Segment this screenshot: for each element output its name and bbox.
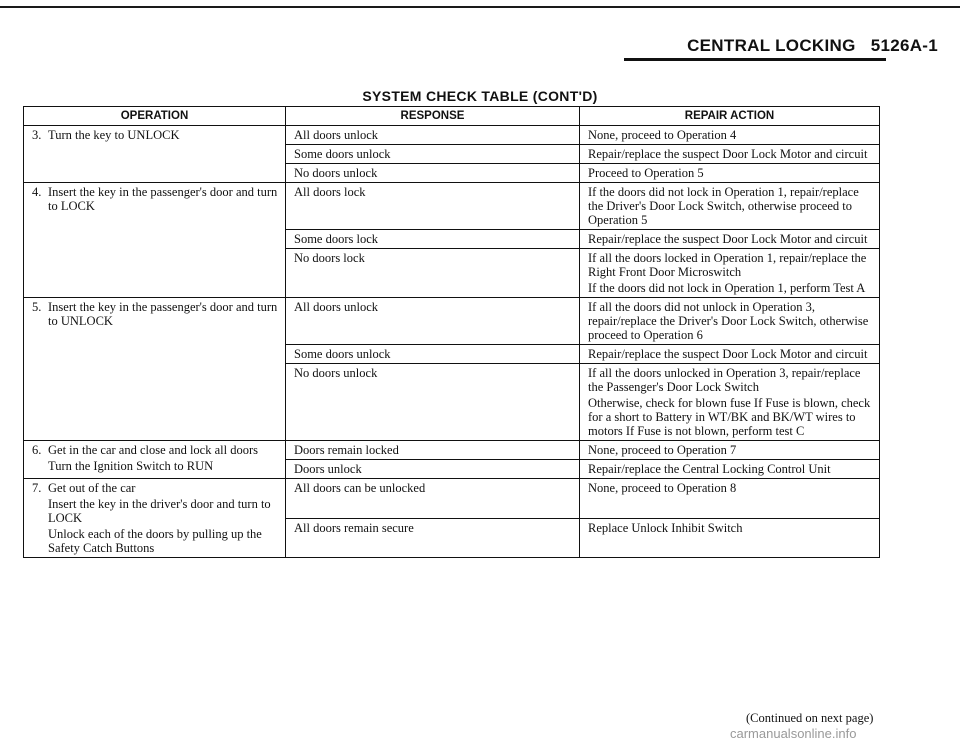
- repair-action-text: Repair/replace the suspect Door Lock Motor and circuit: [588, 347, 868, 361]
- response-cell: No doors unlock: [286, 364, 580, 441]
- operation-text: Insert the key in the passenger's door and turn to LOCK: [48, 185, 278, 213]
- page-header: [687, 36, 938, 56]
- repair-action-cell: [580, 183, 880, 230]
- table-header-row: [24, 107, 880, 126]
- operation-text: Get in the car and close and lock all doors: [48, 443, 258, 457]
- operation-cell: [24, 126, 286, 183]
- repair-action-text: None, proceed to Operation 8: [588, 481, 737, 495]
- repair-action-text: If the doors did not lock in Operation 1, repair/replace the Driver's Door Lock Switch, otherwise proceed to Operation 5: [588, 185, 859, 227]
- operation-number: 6.: [32, 443, 42, 457]
- operation-step: Turn the Ignition Switch to RUN: [48, 459, 214, 473]
- operation-step: [32, 443, 279, 457]
- repair-action-cell: [580, 126, 880, 145]
- repair-action-cell: [580, 298, 880, 345]
- repair-action-cell: [580, 479, 880, 519]
- operation-cell: [24, 183, 286, 298]
- response-cell: Doors remain locked: [286, 441, 580, 460]
- table-row: [24, 126, 880, 145]
- response-cell: All doors unlock: [286, 298, 580, 345]
- operation-number: 5.: [32, 300, 42, 314]
- response-cell: All doors unlock: [286, 126, 580, 145]
- operation-step: [32, 481, 279, 495]
- system-check-table: [23, 106, 880, 558]
- repair-action-cell: [580, 345, 880, 364]
- repair-action-text: Proceed to Operation 5: [588, 166, 704, 180]
- operation-number: 7.: [32, 481, 42, 495]
- repair-action-cell: [580, 145, 880, 164]
- table-row: [24, 183, 880, 230]
- operation-cell: [24, 441, 286, 479]
- repair-action-text: If all the doors unlocked in Operation 3, repair/replace the Passenger's Door Lock Switch: [588, 366, 861, 394]
- response-cell: Some doors lock: [286, 230, 580, 249]
- repair-action-text: None, proceed to Operation 7: [588, 443, 737, 457]
- operation-number: 3.: [32, 128, 42, 142]
- repair-action-text: Repair/replace the suspect Door Lock Motor and circuit: [588, 147, 868, 161]
- table-row: [24, 479, 880, 519]
- column-header-response: RESPONSE: [286, 107, 580, 126]
- repair-action-text: Otherwise, check for blown fuse If Fuse is blown, check for a short to Battery in WT/BK and BK/WT wires to motors If Fuse is not blown, perform test C: [588, 396, 871, 438]
- response-cell: No doors lock: [286, 249, 580, 298]
- response-cell: All doors can be unlocked: [286, 479, 580, 519]
- operation-step: [32, 185, 279, 213]
- operation-cell: [24, 298, 286, 441]
- table-title: SYSTEM CHECK TABLE (CONT'D): [362, 88, 598, 104]
- table-row: [24, 441, 880, 460]
- column-header-operation: OPERATION: [24, 107, 286, 126]
- section-title: CENTRAL LOCKING: [687, 36, 856, 55]
- response-cell: All doors lock: [286, 183, 580, 230]
- repair-action-text: None, proceed to Operation 4: [588, 128, 737, 142]
- continued-note: (Continued on next page): [746, 711, 874, 725]
- top-rule: [0, 6, 960, 8]
- table-row: [24, 298, 880, 345]
- response-cell: Doors unlock: [286, 460, 580, 479]
- operation-step: [32, 128, 279, 142]
- repair-action-text: Repair/replace the suspect Door Lock Motor and circuit: [588, 232, 868, 246]
- repair-action-text: If all the doors locked in Operation 1, repair/replace the Right Front Door Microswitch: [588, 251, 867, 279]
- repair-action-cell: [580, 364, 880, 441]
- operation-cell: [24, 479, 286, 558]
- table-body: [24, 126, 880, 558]
- response-cell: All doors remain secure: [286, 518, 580, 558]
- header-rule: [624, 58, 886, 61]
- repair-action-text: If the doors did not lock in Operation 1, perform Test A: [588, 281, 866, 295]
- operation-text: Turn the key to UNLOCK: [48, 128, 180, 142]
- column-header-repair-action: REPAIR ACTION: [580, 107, 880, 126]
- repair-action-text: If all the doors did not unlock in Operation 3, repair/replace the Driver's Door Lock Switch, otherwise proceed to Operation 6: [588, 300, 869, 342]
- response-cell: Some doors unlock: [286, 145, 580, 164]
- page-reference: 5126A-1: [870, 36, 938, 55]
- repair-action-cell: [580, 249, 880, 298]
- operation-step: Insert the key in the driver's door and turn to LOCK: [48, 497, 271, 525]
- repair-action-text: Replace Unlock Inhibit Switch: [588, 520, 743, 535]
- operation-step: [32, 300, 279, 328]
- operation-text: Get out of the car: [48, 481, 136, 495]
- repair-action-cell: [580, 230, 880, 249]
- response-cell: No doors unlock: [286, 164, 580, 183]
- repair-action-cell: [580, 460, 880, 479]
- watermark: carmanualsonline.info: [730, 726, 857, 741]
- response-cell: Some doors unlock: [286, 345, 580, 364]
- repair-action-cell: [580, 164, 880, 183]
- repair-action-cell: [580, 441, 880, 460]
- repair-action-text: Repair/replace the Central Locking Control Unit: [588, 462, 831, 476]
- repair-action-cell: [580, 518, 880, 558]
- operation-text: Insert the key in the passenger's door and turn to UNLOCK: [48, 300, 278, 328]
- operation-step: Unlock each of the doors by pulling up the Safety Catch Buttons: [48, 527, 262, 555]
- operation-number: 4.: [32, 185, 42, 199]
